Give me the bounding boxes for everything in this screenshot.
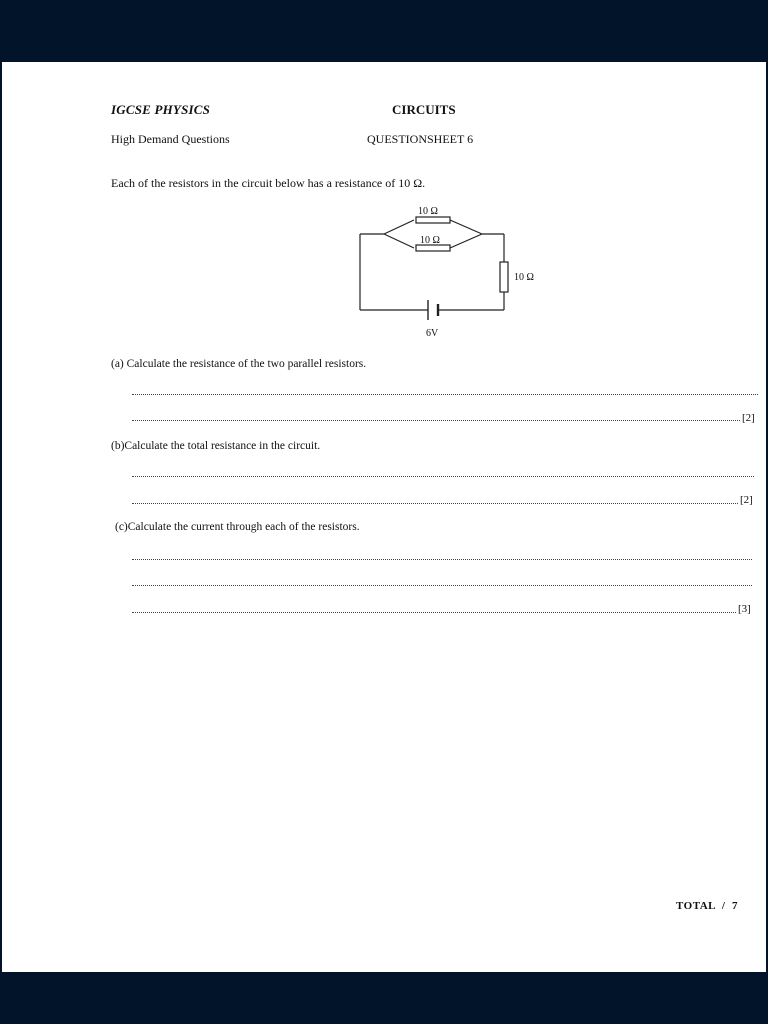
resistor-top (416, 217, 450, 223)
level-label: High Demand Questions (111, 132, 230, 146)
questionsheet-label: QUESTIONSHEET 6 (367, 132, 474, 146)
screen-bottom-bar (0, 972, 768, 1024)
question-b: (b)Calculate the total resistance in the circuit. (111, 440, 321, 452)
wire-branch-upper-right (450, 220, 482, 234)
answer-line-b2 (132, 503, 738, 504)
resistor-right (500, 262, 508, 292)
wire-branch-upper-left (384, 220, 414, 234)
resistor-top-label: 10 Ω (418, 206, 438, 217)
answer-line-c3 (132, 612, 736, 613)
subject-heading: IGCSE PHYSICS (111, 102, 211, 117)
screen-top-bar (0, 0, 768, 62)
total-marks: TOTAL / 7 (676, 900, 738, 912)
answer-line-a1 (132, 394, 758, 395)
wire-branch-lower-right (450, 234, 482, 248)
marks-b: [2] (740, 494, 753, 506)
answer-line-c1 (132, 559, 752, 560)
worksheet-page (2, 62, 766, 972)
answer-line-b1 (132, 476, 754, 477)
circuit-diagram (342, 202, 562, 352)
marks-c: [3] (738, 603, 751, 615)
answer-line-a2 (132, 420, 740, 421)
question-a: (a) Calculate the resistance of the two parallel resistors. (111, 358, 367, 370)
wire-branch-lower-left (384, 234, 414, 248)
battery-label: 6V (426, 328, 439, 339)
intro-text: Each of the resistors in the circuit below has a resistance of 10 Ω. (111, 176, 426, 190)
resistor-middle-label: 10 Ω (420, 235, 440, 246)
topic-heading: CIRCUITS (392, 102, 456, 117)
marks-a: [2] (742, 412, 755, 424)
answer-line-c2 (132, 585, 752, 586)
resistor-right-label: 10 Ω (514, 272, 534, 283)
question-c: (c)Calculate the current through each of the resistors. (115, 521, 360, 533)
